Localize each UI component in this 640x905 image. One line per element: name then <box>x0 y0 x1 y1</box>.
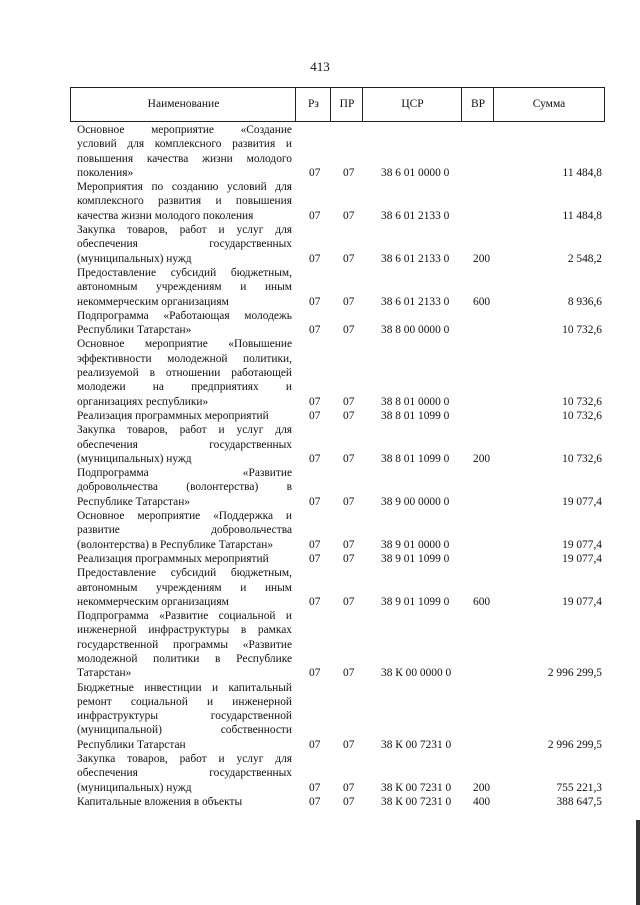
row-name-line: некоммерческим организациям <box>77 295 229 308</box>
header-divider <box>493 87 494 122</box>
row-pr: 07 <box>343 495 355 508</box>
row-name <box>77 681 292 752</box>
row-name-line: (волонтерства) в Республике Татарстан» <box>77 538 274 551</box>
row-sum: 19 077,4 <box>562 595 602 608</box>
table-row <box>0 337 640 408</box>
row-name-line: Республики Татарстан» <box>77 324 192 337</box>
row-rz: 07 <box>309 495 321 508</box>
row-name <box>77 509 292 552</box>
row-name-line: молодежной политики в Республике <box>77 652 292 665</box>
row-rz: 07 <box>309 552 321 565</box>
row-name-line: повышения качества жизни молодого <box>77 152 292 165</box>
table-row <box>0 266 640 309</box>
row-sum: 10 732,6 <box>562 452 602 465</box>
row-name <box>77 423 292 466</box>
row-name-line: автономным учреждениям и иным <box>77 281 292 294</box>
row-name-line: (муниципальных) нужд <box>77 781 192 794</box>
row-csr: 38 8 01 1099 0 <box>381 452 450 465</box>
row-rz: 07 <box>309 209 321 222</box>
row-name-line: организациях республики» <box>77 395 209 408</box>
row-vr: 200 <box>473 252 491 265</box>
row-pr: 07 <box>343 324 355 337</box>
row-rz: 07 <box>309 166 321 179</box>
row-sum: 2 996 299,5 <box>547 738 602 751</box>
row-sum: 10 732,6 <box>562 409 602 422</box>
row-pr: 07 <box>343 667 355 680</box>
row-csr: 38 К 00 0000 0 <box>381 667 452 680</box>
table-row <box>0 466 640 509</box>
row-name-line: обеспечения государственных <box>77 438 292 451</box>
row-rz: 07 <box>309 538 321 551</box>
row-csr: 38 К 00 7231 0 <box>381 795 452 808</box>
row-rz: 07 <box>309 295 321 308</box>
row-name-line: Основное мероприятие «Поддержка и <box>77 510 292 523</box>
table-row <box>0 609 640 680</box>
row-name <box>77 337 292 408</box>
row-name-line: инфраструктуры государственной <box>77 710 292 723</box>
row-csr: 38 9 01 0000 0 <box>381 538 450 551</box>
row-name-line: реализуемой в отношении работающей <box>77 367 292 380</box>
row-pr: 07 <box>343 166 355 179</box>
row-csr: 38 9 00 0000 0 <box>381 495 450 508</box>
row-pr: 07 <box>343 738 355 751</box>
row-name-line: Основное мероприятие «Повышение <box>77 338 292 351</box>
row-name-line: Мероприятия по созданию условий для <box>77 181 292 194</box>
row-name-line: молодежи на предприятиях и <box>77 381 292 394</box>
table-body <box>0 123 640 809</box>
row-sum: 10 732,6 <box>562 395 602 408</box>
row-name-line: добровольчества (волонтерства) в <box>77 481 292 494</box>
row-rz: 07 <box>309 252 321 265</box>
row-sum: 755 221,3 <box>556 781 602 794</box>
row-name-line: Предоставление субсидий бюджетным, <box>77 266 292 279</box>
row-sum: 19 077,4 <box>562 538 602 551</box>
page-number: 413 <box>310 59 330 74</box>
table-row <box>0 681 640 752</box>
row-csr: 38 К 00 7231 0 <box>381 738 452 751</box>
header-csr: ЦСР <box>401 98 424 110</box>
row-pr: 07 <box>343 295 355 308</box>
row-csr: 38 9 01 1099 0 <box>381 595 450 608</box>
row-rz: 07 <box>309 781 321 794</box>
header-divider <box>461 87 462 122</box>
table-row <box>0 180 640 223</box>
row-csr: 38 6 01 0000 0 <box>381 166 450 179</box>
row-name-line: Татарстан» <box>77 667 132 680</box>
row-sum: 2 548,2 <box>567 252 602 265</box>
row-vr: 200 <box>473 781 491 794</box>
row-name <box>77 180 292 223</box>
row-name-line: комплексного развития и повышения <box>77 195 292 208</box>
row-name-line: инженерной инфраструктуры в рамках <box>77 624 292 637</box>
row-name <box>77 123 292 180</box>
row-csr: 38 6 01 2133 0 <box>381 252 450 265</box>
row-sum: 11 484,8 <box>562 209 602 222</box>
row-sum: 10 732,6 <box>562 324 602 337</box>
header-divider <box>362 87 363 122</box>
row-name <box>77 309 292 338</box>
row-name-line: некоммерческим организациям <box>77 595 229 608</box>
row-name-line: Закупка товаров, работ и услуг для <box>77 424 292 437</box>
row-csr: 38 8 01 1099 0 <box>381 409 450 422</box>
row-name-line: условий для комплексного развития и <box>77 138 292 151</box>
row-csr: 38 8 01 0000 0 <box>381 395 450 408</box>
row-name-line: Закупка товаров, работ и услуг для <box>77 224 292 237</box>
row-name <box>77 566 292 609</box>
row-name-line: (муниципальной) собственности <box>77 724 292 737</box>
row-vr: 200 <box>473 452 491 465</box>
row-pr: 07 <box>343 538 355 551</box>
row-name <box>77 609 292 680</box>
row-name-line: государственной программы «Развитие <box>77 638 292 651</box>
row-rz: 07 <box>309 738 321 751</box>
row-vr: 600 <box>473 595 491 608</box>
row-pr: 07 <box>343 209 355 222</box>
row-name-line: Подпрограмма «Развитие социальной и <box>77 610 292 623</box>
row-pr: 07 <box>343 795 355 808</box>
table-row <box>0 509 640 552</box>
row-name-line: ремонт социальной и инженерной <box>77 695 292 708</box>
row-sum: 19 077,4 <box>562 495 602 508</box>
row-name-line: Подпрограмма «Работающая молодежь <box>77 309 292 322</box>
row-name-line: поколения» <box>77 166 134 179</box>
row-rz: 07 <box>309 395 321 408</box>
table-row <box>0 795 640 809</box>
row-csr: 38 6 01 2133 0 <box>381 209 450 222</box>
row-name-line: качества жизни молодого поколения <box>77 209 254 222</box>
header-name: Наименование <box>147 98 220 110</box>
table-row <box>0 752 640 795</box>
row-name-line: Капитальные вложения в объекты <box>77 795 243 808</box>
row-name <box>77 795 292 809</box>
row-csr: 38 9 01 1099 0 <box>381 552 450 565</box>
row-name-line: эффективности молодежной политики, <box>77 352 292 365</box>
header-divider <box>330 87 331 122</box>
row-csr: 38 К 00 7231 0 <box>381 781 452 794</box>
scan-edge <box>636 820 640 905</box>
row-rz: 07 <box>309 452 321 465</box>
row-name-line: Реализация программных мероприятий <box>77 409 269 422</box>
row-name <box>77 752 292 795</box>
row-pr: 07 <box>343 452 355 465</box>
row-sum: 388 647,5 <box>556 795 602 808</box>
header-divider <box>295 87 296 122</box>
table-header <box>70 87 605 122</box>
row-sum: 19 077,4 <box>562 552 602 565</box>
row-csr: 38 8 00 0000 0 <box>381 324 450 337</box>
header-vr: ВР <box>470 98 486 110</box>
row-vr: 400 <box>473 795 491 808</box>
row-rz: 07 <box>309 667 321 680</box>
row-name <box>77 552 292 566</box>
row-name <box>77 409 292 423</box>
row-rz: 07 <box>309 595 321 608</box>
row-name-line: развитие добровольчества <box>77 524 292 537</box>
table-row <box>0 123 640 180</box>
row-vr: 600 <box>473 295 491 308</box>
row-name <box>77 266 292 309</box>
row-name-line: Республике Татарстан» <box>77 495 190 508</box>
row-name-line: Предоставление субсидий бюджетным, <box>77 567 292 580</box>
row-rz: 07 <box>309 324 321 337</box>
row-pr: 07 <box>343 552 355 565</box>
header-pr: ПР <box>339 98 355 110</box>
table-row <box>0 409 640 423</box>
row-name <box>77 223 292 266</box>
table-row <box>0 223 640 266</box>
row-sum: 2 996 299,5 <box>547 667 602 680</box>
row-pr: 07 <box>343 781 355 794</box>
header-rz: Рз <box>308 98 319 110</box>
row-name-line: обеспечения государственных <box>77 767 292 780</box>
row-pr: 07 <box>343 395 355 408</box>
row-name-line: (муниципальных) нужд <box>77 252 192 265</box>
row-name-line: Закупка товаров, работ и услуг для <box>77 753 292 766</box>
row-name-line: Реализация программных мероприятий <box>77 552 269 565</box>
row-name-line: Основное мероприятие «Создание <box>77 124 292 136</box>
row-pr: 07 <box>343 252 355 265</box>
row-sum: 8 936,6 <box>567 295 602 308</box>
row-sum: 11 484,8 <box>562 166 602 179</box>
table-row <box>0 309 640 338</box>
row-pr: 07 <box>343 595 355 608</box>
row-rz: 07 <box>309 795 321 808</box>
row-name-line: Подпрограмма «Развитие <box>77 467 292 480</box>
table-row <box>0 566 640 609</box>
row-rz: 07 <box>309 409 321 422</box>
row-csr: 38 6 01 2133 0 <box>381 295 450 308</box>
row-name-line: Бюджетные инвестиции и капитальный <box>77 681 292 694</box>
row-name-line: (муниципальных) нужд <box>77 452 192 465</box>
header-sum: Сумма <box>532 98 566 110</box>
row-name-line: автономным учреждениям и иным <box>77 581 292 594</box>
row-name-line: Республики Татарстан <box>77 738 186 751</box>
table-row <box>0 552 640 566</box>
row-name <box>77 466 292 509</box>
row-name-line: обеспечения государственных <box>77 238 292 251</box>
row-pr: 07 <box>343 409 355 422</box>
table-row <box>0 423 640 466</box>
